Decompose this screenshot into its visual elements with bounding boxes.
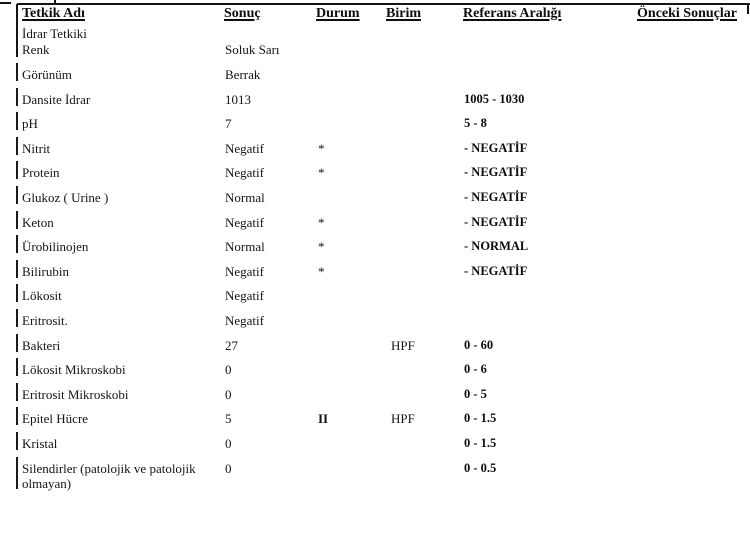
row-left-border-tick bbox=[16, 63, 18, 81]
cell-sonuc: Normal bbox=[225, 239, 265, 255]
cell-test-name: Glukoz ( Urine ) bbox=[22, 190, 109, 205]
cell-test-name: Eritrosit Mikroskobi bbox=[22, 386, 129, 402]
header-birim: Birim bbox=[386, 6, 421, 21]
cell-test-name: Görünüm bbox=[22, 67, 72, 82]
cell-sonuc: 0 bbox=[225, 362, 232, 378]
header-referans-araligi: Referans Aralığı bbox=[463, 6, 562, 21]
cell-referans: 1005 - 1030 bbox=[464, 91, 525, 106]
row-left-border-tick bbox=[16, 284, 18, 302]
cell-sonuc: 1013 bbox=[225, 91, 251, 107]
cell-sonuc: 7 bbox=[225, 116, 232, 132]
cell-referans: - NEGATİF bbox=[464, 190, 528, 204]
cell-durum: * bbox=[318, 263, 325, 279]
header-sonuc: Sonuç bbox=[224, 6, 261, 21]
cell-durum: II bbox=[318, 411, 329, 427]
cell-test-name: Dansite İdrar bbox=[22, 91, 91, 107]
row-left-border-tick bbox=[16, 309, 18, 327]
cell-referans: 0 - 6 bbox=[464, 362, 487, 377]
cell-sonuc: Normal bbox=[225, 190, 265, 205]
cell-sonuc: 0 bbox=[225, 460, 232, 476]
row-left-border-tick bbox=[16, 112, 18, 130]
cell-durum: * bbox=[318, 214, 325, 230]
cell-sonuc: Soluk Sarı bbox=[225, 42, 280, 57]
cell-birim: HPF bbox=[391, 337, 415, 353]
cell-referans: 0 - 1.5 bbox=[464, 436, 497, 450]
cell-test-name: Keton bbox=[22, 214, 54, 230]
header-onceki-sonuclar: Önceki Sonuçlar bbox=[637, 6, 737, 21]
cell-sonuc: Negatif bbox=[225, 313, 264, 328]
cell-birim: HPF bbox=[391, 411, 415, 427]
header-durum: Durum bbox=[316, 6, 360, 21]
cell-referans: 0 - 5 bbox=[464, 386, 487, 401]
cell-test-name: Silendirler (patolojik ve patolojik olmayan) bbox=[22, 460, 196, 492]
cell-test-name: Renk bbox=[22, 42, 50, 57]
cell-test-name: Eritrosit. bbox=[22, 313, 68, 328]
cell-sonuc: Negatif bbox=[225, 263, 264, 279]
cell-test-name: İdrar Tetkiki bbox=[22, 26, 87, 41]
cell-sonuc: Berrak bbox=[225, 67, 261, 82]
cell-test-name: Lökosit Mikroskobi bbox=[22, 362, 126, 378]
cell-sonuc: 0 bbox=[225, 386, 232, 402]
row-left-border-tick bbox=[16, 383, 18, 401]
cell-test-name: Bakteri bbox=[22, 337, 61, 353]
cell-referans: - NEGATİF bbox=[464, 140, 528, 155]
row-left-border-tick bbox=[16, 457, 18, 489]
cell-sonuc: Negatif bbox=[225, 165, 264, 181]
row-left-border-tick bbox=[16, 186, 18, 204]
row-left-border-tick bbox=[16, 260, 18, 278]
header-tetkik-adi: Tetkik Adı bbox=[22, 6, 85, 21]
cell-referans: 5 - 8 bbox=[464, 116, 487, 131]
cell-referans: 0 - 60 bbox=[464, 337, 494, 352]
cell-referans: - NEGATİF bbox=[464, 214, 528, 229]
cell-sonuc: Negatif bbox=[225, 140, 264, 156]
cell-referans: - NORMAL bbox=[464, 239, 529, 254]
row-left-border-tick bbox=[16, 161, 18, 179]
row-left-border-tick bbox=[16, 211, 18, 229]
cell-referans: - NEGATİF bbox=[464, 263, 528, 278]
cell-sonuc: Negatif bbox=[225, 288, 264, 304]
row-left-border-tick bbox=[16, 358, 18, 376]
row-left-border-tick bbox=[16, 334, 18, 352]
cell-sonuc: 0 bbox=[225, 436, 232, 451]
row-left-border-tick bbox=[16, 235, 18, 253]
row-left-border-tick bbox=[16, 137, 18, 155]
cell-test-name: Nitrit bbox=[22, 140, 51, 156]
cell-referans: - NEGATİF bbox=[464, 165, 528, 180]
row-left-border-tick bbox=[16, 432, 18, 450]
cell-test-name: Kristal bbox=[22, 436, 58, 451]
cell-test-name: Lökosit bbox=[22, 288, 62, 304]
cell-sonuc: 27 bbox=[225, 337, 238, 353]
cell-durum: * bbox=[318, 140, 325, 156]
cell-test-name: Bilirubin bbox=[22, 263, 69, 279]
cell-sonuc: Negatif bbox=[225, 214, 264, 230]
cell-referans: 0 - 1.5 bbox=[464, 411, 497, 426]
cell-test-name: Epitel Hücre bbox=[22, 411, 89, 427]
cell-test-name: Ürobilinojen bbox=[22, 239, 89, 255]
cell-test-name: Protein bbox=[22, 165, 60, 181]
cell-durum: * bbox=[318, 239, 325, 255]
row-left-border-tick bbox=[16, 407, 18, 425]
cell-referans: 0 - 0.5 bbox=[464, 460, 497, 475]
cell-sonuc: 5 bbox=[225, 411, 232, 427]
row-left-border-tick bbox=[16, 88, 18, 106]
cell-test-name: pH bbox=[22, 116, 38, 132]
cell-durum: * bbox=[318, 165, 325, 181]
